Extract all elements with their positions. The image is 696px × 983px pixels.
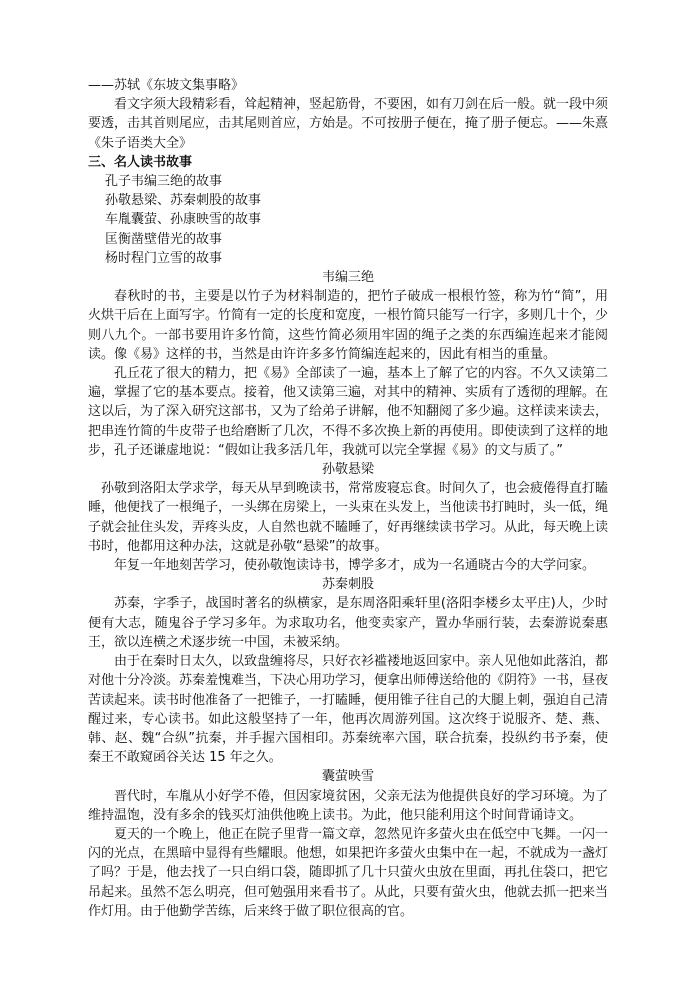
- list-item: 孔子韦编三绝的故事: [105, 174, 223, 190]
- story-paragraph: 春秋时的书，主要是以竹子为材料制造的，把竹子破成一根根竹签，称为竹“简”，用火烘干后在上面写字。竹简有一定的长度和宽度，一根竹简只能写一行字，多则几十个，少则八九个。一部书要用许多竹简，这些竹简必须用牢固的绳子之类的东西编连起来才能阅读。像《易》这样的书，当然是由许许多多竹简编连起来的，因此有相当的重量。: [88, 289, 609, 362]
- story-title-nangying: 囊萤映雪: [321, 769, 374, 785]
- story-title-sunjing: 孙敬悬梁: [321, 462, 374, 478]
- story-paragraph: 年复一年地刻苦学习，使孙敬饱读诗书，博学多才，成为一名通晓古今的大学问家。: [114, 558, 596, 574]
- quote-zhu-xi: 看文字须大段精彩看，耸起精神，竖起筋骨，不要困，如有刀剑在后一般。就一段中须要透，击其首则尾应，击其尾则首应，方始是。不可按册子便在，掩了册子便忘。——朱熹《朱子语类大全》: [88, 97, 609, 151]
- story-paragraph: 由于在秦时日太久，以致盘缠将尽，只好衣衫褴褛地返回家中。亲人见他如此落泊，都对他十分冷淡。苏秦羞愧难当，下决心用功学习，便拿出师傅送给他的《阴符》一书，昼夜苦读起来。读书时他准备了一把锥子，一打瞌睡，便用锥子往自己的大腿上刺，强迫自己清醒过来，专心读书。如此这般坚持了一年，他再次周游列国。这次终于说服齐、楚、燕、韩、赵、魏“合纵”抗秦，并手握六国相印。苏秦统率六国，联合抗秦，投纵约书予秦，使秦王不敢窥函谷关达 15 年之久。: [88, 654, 609, 766]
- story-title-weibian: 韦编三绝: [321, 270, 374, 286]
- story-paragraph: 苏秦，字季子，战国时著名的纵横家，是东周洛阳乘轩里(洛阳李楼乡太平庄)人，少时便有大志，随鬼谷子学习多年。为求取功名，他变卖家产，置办华丽行装，去秦游说秦惠王，欲以连横之术逐步统一中国，未被采纳。: [88, 596, 608, 650]
- list-item: 杨时程门立雪的故事: [105, 250, 223, 266]
- story-paragraph: 夏天的一个晚上，他正在院子里背一篇文章，忽然见许多萤火虫在低空中飞舞。一闪一闪的光点，在黑暗中显得有些耀眼。他想，如果把许多萤火虫集中在一起，不就成为一盏灯了吗？于是，他去找了一只白绢口袋，随即抓了几十只萤火虫放在里面，再扎住袋口，把它吊起来。虽然不怎么明亮，但可勉强用来看书了。从此，只要有萤火虫，他就去抓一把来当作灯用。由于他勤学苦练，后来终于做了职位很高的官。: [88, 826, 609, 919]
- quote-attribution-su-shi: ——苏轼《东坡文集事略》: [88, 78, 245, 93]
- story-paragraph: 孙敬到洛阳太学求学，每天从早到晚读书，常常废寝忘食。时间久了，也会疲倦得直打瞌睡，他便找了一根绳子，一头绑在房梁上，一头束在头发上，当他读书打盹时，头一低，绳子就会扯住头发，弄疼头皮，人自然也就不瞌睡了，好再继续读书学习。从此，每天晚上读书时，他都用这种办法，这就是孙敬“悬梁”的故事。: [88, 481, 609, 554]
- section-heading: 三、名人读书故事: [88, 154, 193, 170]
- list-item: 匡衡凿壁借光的故事: [105, 231, 223, 247]
- story-title-suqin: 苏秦刺股: [321, 577, 374, 593]
- story-paragraph: 晋代时，车胤从小好学不倦，但因家境贫困，父亲无法为他提供良好的学习环境。为了维持温饱，没有多余的钱买灯油供他晚上读书。为此，他只能利用这个时间背诵诗文。: [88, 788, 609, 823]
- story-paragraph: 孔丘花了很大的精力，把《易》全部读了一遍，基本上了解了它的内容。不久又读第二遍，掌握了它的基本要点。接着，他又读第三遍，对其中的精神、实质有了透彻的理解。在这以后，为了深入研究这部书，又为了给弟子讲解，他不知翻阅了多少遍。这样读来读去，把串连竹简的牛皮带子也给磨断了几次，不得不多次换上新的再使用。即使读到了这样的地步，孔子还谦虚地说：“假如让我多活几年，我就可以完全掌握《易》的文与质了。”: [88, 366, 609, 458]
- story-list: [88, 172, 608, 268]
- list-item: 孙敬悬梁、苏秦刺股的故事: [105, 193, 262, 209]
- list-item: 车胤囊萤、孙康映雪的故事: [105, 212, 262, 228]
